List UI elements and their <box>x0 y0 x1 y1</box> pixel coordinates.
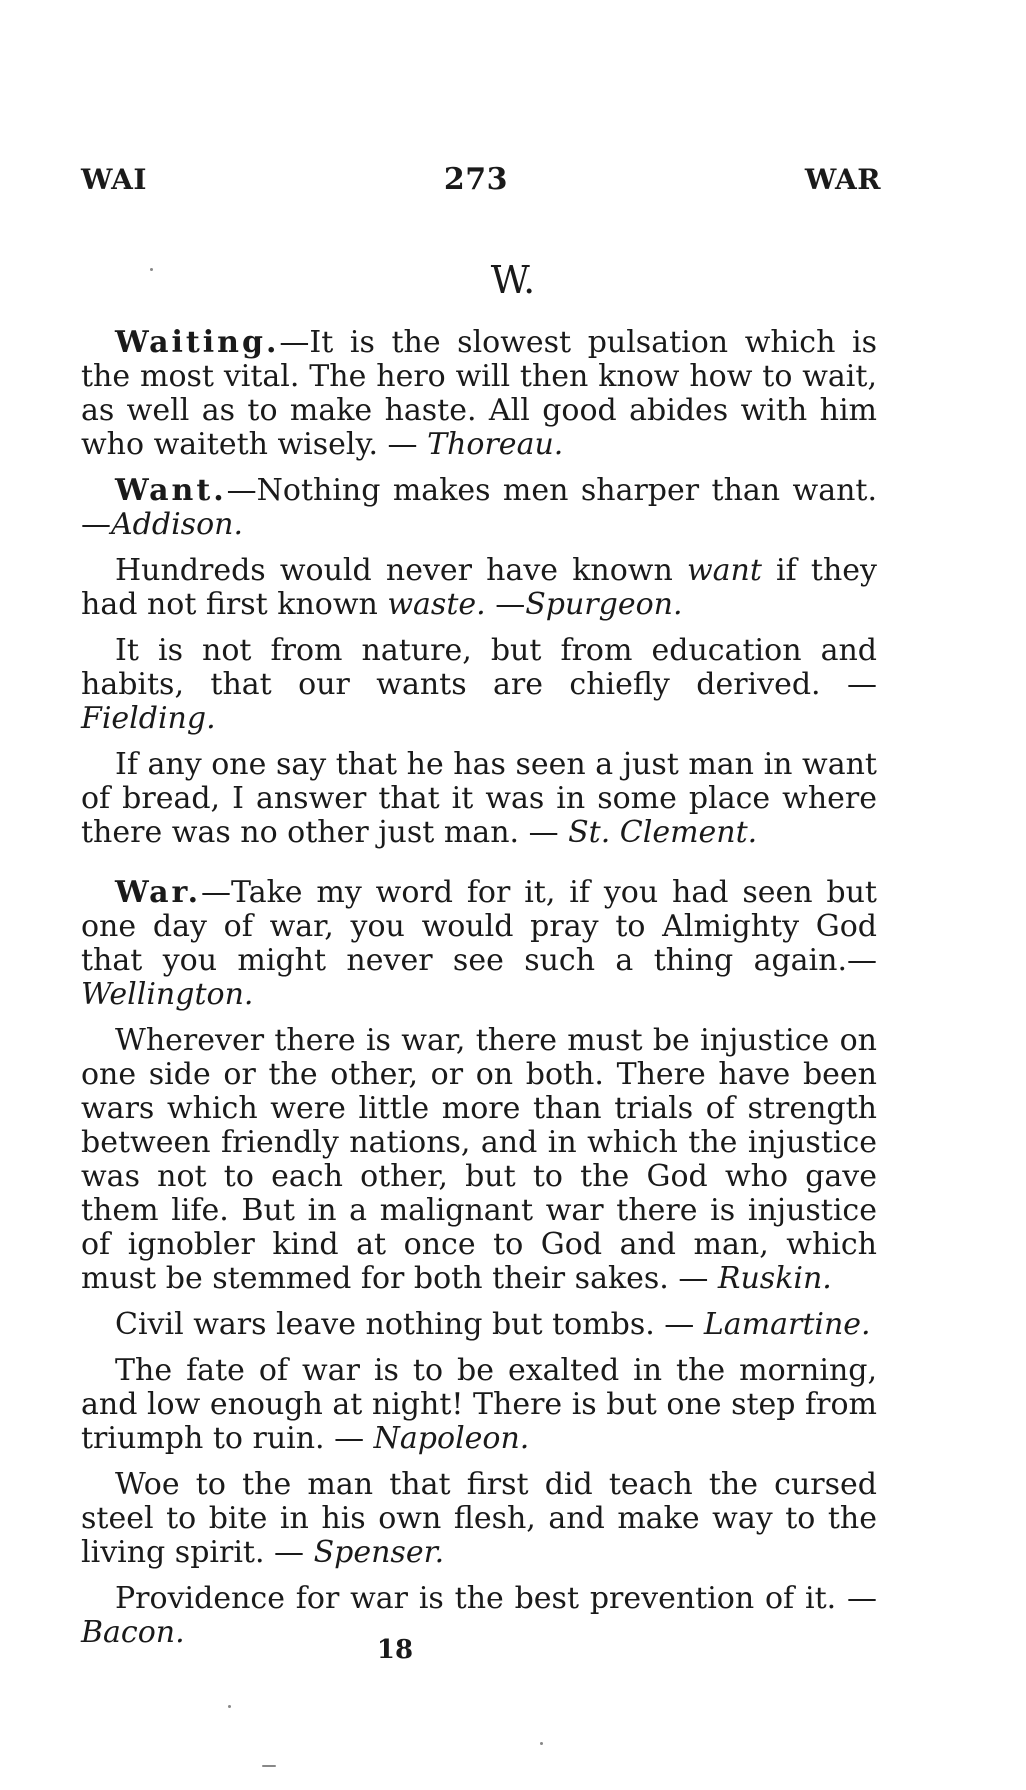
entry-waiting <box>81 326 877 462</box>
quote-emphasis: waste. <box>387 587 486 622</box>
entry-war <box>81 876 877 1012</box>
entry-author: Fielding. <box>81 701 216 736</box>
entry-author: Napoleon. <box>373 1421 530 1456</box>
quote-text: Civil wars leave nothing but tombs. — <box>115 1307 704 1342</box>
paper-speck <box>540 1742 543 1745</box>
quote-text: If any one say that he has seen a just man in want of bread, I answer that it was in some place where there was no other just man. — <box>81 747 877 850</box>
paper-speck <box>228 1705 231 1708</box>
entry-keyword: Want. <box>115 473 227 508</box>
page-number: 273 <box>443 162 508 197</box>
entry-author: Bacon. <box>81 1615 185 1650</box>
running-head-right: WAR <box>804 163 881 196</box>
entry-want <box>81 474 877 542</box>
quote-napoleon <box>81 1354 877 1456</box>
quote-spurgeon <box>81 554 877 622</box>
section-letter: W. <box>490 258 536 302</box>
quote-text: Woe to the man that first did teach the cursed steel to bite in his own flesh, and make way to the living spirit. — <box>81 1467 877 1570</box>
quote-text: The fate of war is to be exalted in the morning, and low enough at night! There is but one step from triumph to ruin. — <box>81 1353 877 1456</box>
entry-text: —It is the slowest pulsation which is the most vital. The hero will then know how to wait, as well as to make haste. All good abides with him who waiteth wisely. — <box>81 325 877 462</box>
entry-keyword: War. <box>115 875 202 910</box>
quote-spenser <box>81 1468 877 1570</box>
quote-text: It is not from nature, but from education and habits, that our wants are chiefly derived. — <box>81 633 877 702</box>
running-head-left: WAI <box>81 163 147 196</box>
entry-text: —Nothing makes men sharper than want. — <box>81 473 877 542</box>
quote-st-clement <box>81 748 877 850</box>
entry-author: Spurgeon. <box>525 587 683 622</box>
running-head <box>81 162 881 197</box>
quote-text: Wherever there is war, there must be injustice on one side or the other, or on both. There have been wars which were little more than trials of strength between friendly nations, and in which the injustice was not to each other, but to the God who gave them life. But in a malignant war there is injustice of ignobler kind at once to God and man, which must be stemmed for both their sakes. — <box>81 1023 877 1296</box>
entry-author: St. Clement. <box>568 815 758 850</box>
entry-keyword: Waiting. <box>115 325 280 360</box>
paper-speck <box>150 268 153 271</box>
quote-emphasis: want <box>686 553 762 588</box>
entry-author: Addison. <box>111 507 243 542</box>
entry-author: Lamartine. <box>703 1307 871 1342</box>
quote-text: if they had not first known <box>81 553 877 622</box>
entry-author: Ruskin. <box>717 1261 832 1296</box>
quote-lamartine <box>81 1308 877 1342</box>
quote-text: Hundreds would never have known <box>115 553 687 588</box>
entry-author: Thoreau. <box>427 427 564 462</box>
quote-fielding <box>81 634 877 736</box>
quotation-body <box>81 326 877 1662</box>
quote-text: — <box>485 587 526 622</box>
entry-text: —Take my word for it, if you had seen but one day of war, you would pray to Almighty God that you might never see such a thing again.— <box>81 875 877 978</box>
signature-mark: 18 <box>376 1635 414 1665</box>
entry-author: Wellington. <box>81 977 254 1012</box>
quote-ruskin <box>81 1024 877 1296</box>
quote-text: Providence for war is the best prevention of it. — <box>115 1581 877 1616</box>
entry-author: Spenser. <box>313 1535 445 1570</box>
paper-speck <box>262 1765 276 1767</box>
